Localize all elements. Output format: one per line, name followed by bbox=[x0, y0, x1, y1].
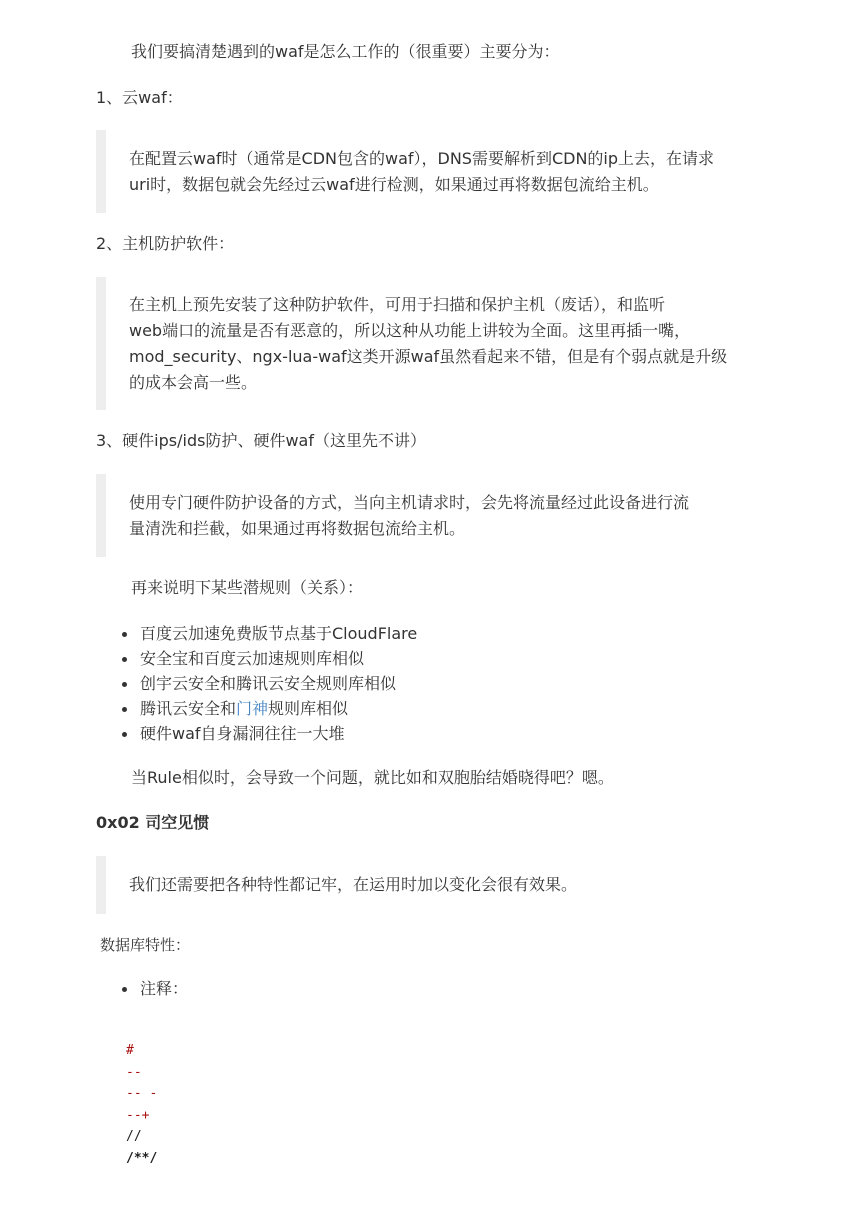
blockquote-hardware-waf bbox=[96, 474, 758, 557]
code-line: // bbox=[126, 1129, 142, 1144]
quote-line: uri时，数据包就会先经过云waf进行检测，如果通过再将数据包流给主机。 bbox=[129, 175, 659, 194]
rule-text-before: 腾讯云安全和 bbox=[140, 699, 237, 718]
quote-line: 我们还需要把各种特性都记牢，在运用时加以变化会很有效果。 bbox=[129, 875, 578, 894]
quote-line: 在配置云waf时（通常是CDN包含的waf），DNS需要解析到CDN的ip上去，在请求 bbox=[129, 149, 715, 168]
quote-line: web端口的流量是否有恶意的，所以这种从功能上讲较为全面。这里再插一嘴， bbox=[129, 321, 691, 340]
heading-cloud-waf: 1、云waf： bbox=[96, 88, 183, 107]
db-features-label: 数据库特性： bbox=[100, 936, 191, 954]
blockquote-features bbox=[96, 856, 758, 914]
quote-line: 在主机上预先安装了这种防护软件，可用于扫描和保护主机（废话），和监听 bbox=[129, 295, 666, 314]
list-item: 安全宝和百度云加速规则库相似 bbox=[120, 646, 417, 671]
code-line: /**/ bbox=[126, 1150, 158, 1166]
menshen-link[interactable]: 门神 bbox=[236, 699, 269, 718]
blockquote-cloud-waf bbox=[96, 130, 758, 213]
quote-line: 使用专门硬件防护设备的方式，当向主机请求时，会先将流量经过此设备进行流 bbox=[129, 493, 690, 512]
heading-hardware-waf: 3、硬件ips/ids防护、硬件waf（这里先不讲） bbox=[96, 431, 426, 450]
quote-line: 的成本会高一些。 bbox=[129, 373, 258, 392]
quote-line: 量清洗和拦截，如果通过再将数据包流给主机。 bbox=[129, 519, 466, 538]
code-block bbox=[126, 1040, 157, 1169]
list-item bbox=[120, 696, 417, 721]
list-item: 百度云加速免费版节点基于CloudFlare bbox=[120, 621, 417, 646]
list-item: 注释： bbox=[120, 976, 188, 1001]
blockquote-host-software bbox=[96, 277, 758, 410]
rules-intro: 再来说明下某些潜规则（关系）： bbox=[131, 578, 364, 597]
intro-paragraph: 我们要搞清楚遇到的waf是怎么工作的（很重要）主要分为： bbox=[131, 42, 560, 61]
code-line: -- - bbox=[126, 1086, 158, 1101]
section-title: 0x02 司空见惯 bbox=[96, 813, 210, 832]
rule-text-after: 规则库相似 bbox=[268, 699, 349, 718]
rules-list bbox=[120, 621, 417, 746]
heading-host-software: 2、主机防护软件： bbox=[96, 234, 235, 253]
features-list bbox=[120, 976, 188, 1001]
list-item: 硬件waf自身漏洞往往一大堆 bbox=[120, 721, 417, 746]
quote-line: mod_security、ngx-lua-waf这类开源waf虽然看起来不错，但是有个弱点就是升级 bbox=[129, 347, 728, 366]
code-line: -- bbox=[126, 1064, 142, 1080]
list-item: 创宇云安全和腾讯云安全规则库相似 bbox=[120, 671, 417, 696]
conclusion-paragraph: 当Rule相似时，会导致一个问题，就比如和双胞胎结婚晓得吧？嗯。 bbox=[131, 768, 614, 787]
code-line: --+ bbox=[126, 1107, 150, 1123]
code-line: # bbox=[126, 1043, 134, 1058]
